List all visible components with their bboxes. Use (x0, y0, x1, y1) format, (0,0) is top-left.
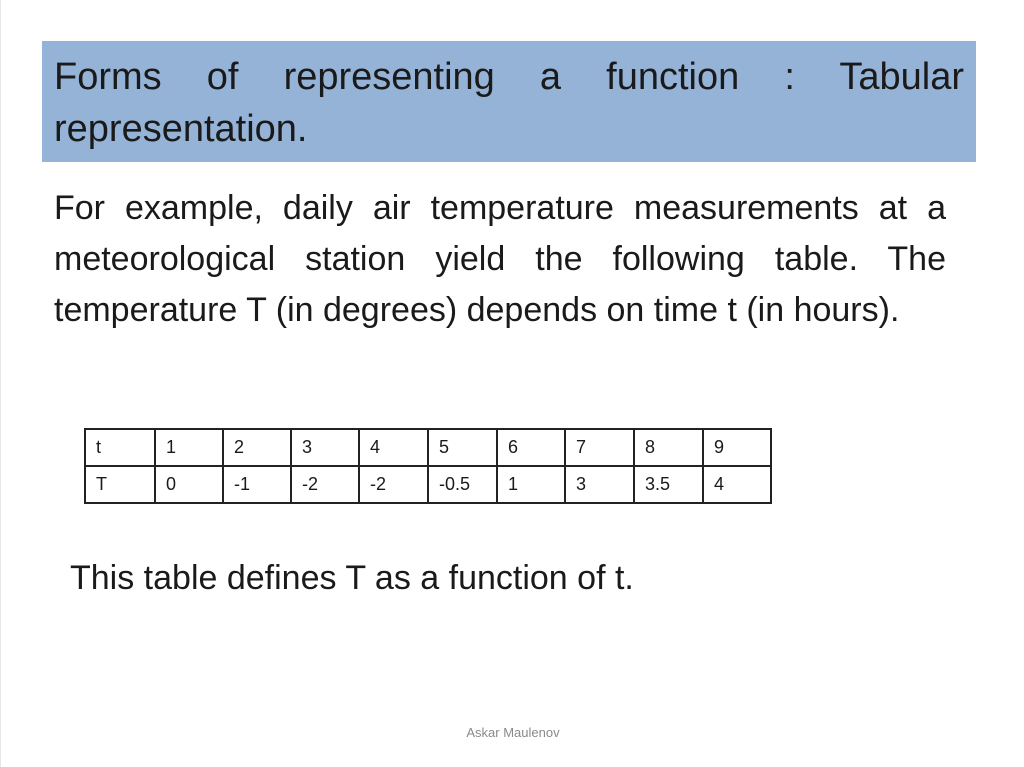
table-cell: -0.5 (428, 466, 497, 503)
table-cell: -1 (223, 466, 291, 503)
table-cell: -2 (359, 466, 428, 503)
slide-title: Forms of representing a function : Tabular representation. (54, 56, 964, 150)
table-cell: 3 (565, 466, 634, 503)
table-cell: -2 (291, 466, 359, 503)
table-cell: 1 (497, 466, 565, 503)
table-cell: 3.5 (634, 466, 703, 503)
table-cell: 8 (634, 429, 703, 466)
data-table (84, 428, 772, 504)
table-cell: 9 (703, 429, 771, 466)
table-cell: 6 (497, 429, 565, 466)
table-cell: 2 (223, 429, 291, 466)
table-row (85, 429, 771, 466)
table-cell: 5 (428, 429, 497, 466)
table-cell: 0 (155, 466, 223, 503)
table-cell: 4 (359, 429, 428, 466)
table-cell: T (85, 466, 155, 503)
data-table-body (85, 429, 771, 503)
body-paragraph: For example, daily air temperature measurements at a meteorological station yield the following table. The temperature T (in degrees) depends on time t (in hours). (54, 189, 946, 329)
conclusion-text: This table defines T as a function of t. (70, 559, 634, 597)
table-cell: 4 (703, 466, 771, 503)
footer-author: Askar Maulenov (466, 725, 560, 740)
table-cell: 3 (291, 429, 359, 466)
table-row (85, 466, 771, 503)
table-cell: 7 (565, 429, 634, 466)
table-cell: t (85, 429, 155, 466)
table-cell: 1 (155, 429, 223, 466)
title-banner (42, 41, 976, 162)
